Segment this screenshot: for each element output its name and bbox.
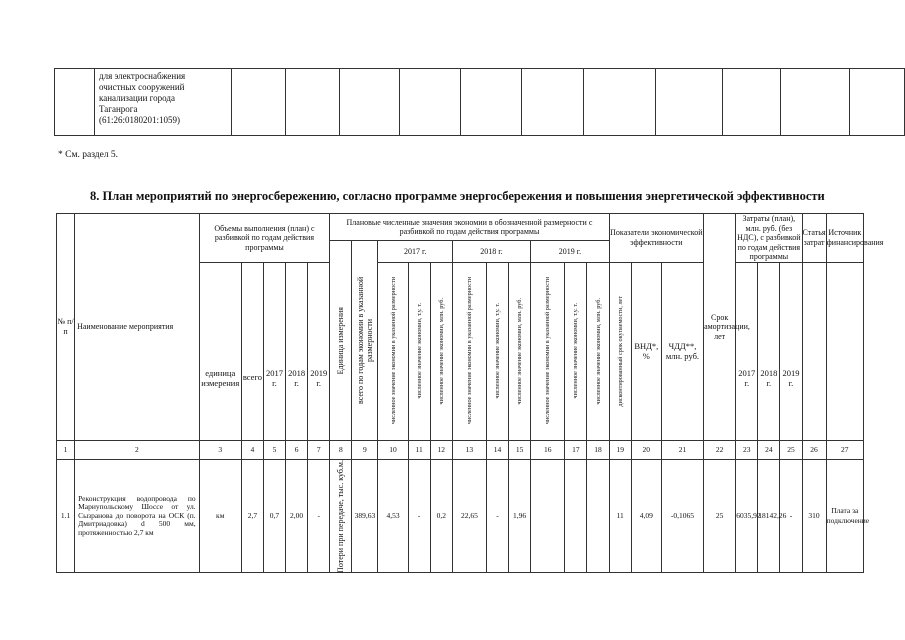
column-number: 7 — [308, 440, 330, 459]
row-cost-2017: 6035,92 — [736, 459, 758, 573]
header-total-saving: всего по годам экономии в указанной размерности — [352, 241, 378, 441]
row-vol-2018: 2,00 — [286, 459, 308, 573]
column-number: 25 — [780, 440, 802, 459]
row-vol-2019: - — [308, 459, 330, 573]
row-total: 2,7 — [241, 459, 263, 573]
fragment-cell — [400, 69, 461, 136]
previous-table-fragment — [54, 68, 905, 136]
column-number: 5 — [263, 440, 285, 459]
row-total-saving: 389,63 — [352, 459, 378, 573]
column-number: 9 — [352, 440, 378, 459]
header-2018-rub: численное значение экономии, млн. руб. — [509, 262, 531, 440]
column-number: 14 — [486, 440, 508, 459]
column-number: 18 — [587, 440, 609, 459]
header-unit-measure: единица измерения — [199, 262, 241, 440]
column-number: 13 — [452, 440, 486, 459]
header-2017-tut: численное значение экономии, т.у. т. — [408, 262, 430, 440]
column-numbers-row — [57, 440, 864, 459]
column-number: 4 — [241, 440, 263, 459]
row-2018-tut: - — [486, 459, 508, 573]
column-number: 2 — [75, 440, 200, 459]
row-cost-2018: 18142,26 — [758, 459, 780, 573]
fragment-cell — [781, 69, 850, 136]
header-costs: Затраты (план), млн. руб. (без НДС), с разбивкой по годам действия программы — [737, 214, 801, 261]
row-article: 310 — [802, 459, 826, 573]
footnote: * См. раздел 5. — [58, 150, 119, 160]
fragment-cell — [723, 69, 781, 136]
header-cost-2018: 2018 г. — [758, 262, 780, 440]
header-irr: ВНД*, % — [631, 262, 661, 440]
header-2018-num: численное значение экономии в указанной размерности — [452, 262, 486, 440]
column-number: 10 — [378, 440, 408, 459]
row-2017-num: 4,53 — [378, 459, 408, 573]
header-npv: ЧДД**, млн. руб. — [661, 262, 703, 440]
fragment-cell — [656, 69, 723, 136]
row-irr: 4,09 — [631, 459, 661, 573]
row-npv: -0,1065 — [661, 459, 703, 573]
column-number: 3 — [199, 440, 241, 459]
row-2018-rub: 1,96 — [509, 459, 531, 573]
column-number: 17 — [565, 440, 587, 459]
header-name: Наименование мероприятия — [75, 214, 200, 441]
header-indicators: Показатели экономической эффективности — [609, 214, 703, 263]
header-2019: 2019 г. — [531, 241, 609, 263]
header-total: всего — [241, 262, 263, 440]
column-number: 23 — [736, 440, 758, 459]
energy-saving-plan-table — [56, 213, 884, 573]
header-source: Источник финансирования — [826, 214, 863, 263]
header-no: № п/п — [57, 214, 75, 441]
fragment-cell — [850, 69, 905, 136]
column-number: 22 — [704, 440, 736, 459]
column-number: 24 — [758, 440, 780, 459]
fragment-cell — [522, 69, 584, 136]
header-2018: 2018 г. — [452, 241, 530, 263]
column-number: 21 — [661, 440, 703, 459]
row-2019-tut — [565, 459, 587, 573]
column-number: 27 — [826, 440, 863, 459]
header-2019-tut: численное значение экономии, т.у. т. — [565, 262, 587, 440]
header-2019-rub: численное значение экономии, млн. руб. — [587, 262, 609, 440]
header-cost-2017: 2017 г. — [736, 262, 758, 440]
header-vol-2017: 2017 г. — [263, 262, 285, 440]
column-number: 20 — [631, 440, 661, 459]
fragment-cell — [232, 69, 286, 136]
row-payback: 25 — [704, 459, 736, 573]
row-source: Плата за подключение — [826, 459, 863, 573]
header-2018-tut: численное значение экономии, т.у. т. — [486, 262, 508, 440]
column-number: 6 — [286, 440, 308, 459]
header-article-empty — [802, 262, 826, 440]
row-2018-num: 22,65 — [452, 459, 486, 573]
fragment-cell — [584, 69, 656, 136]
header-source-empty — [826, 262, 863, 440]
row-vol-2017: 0,7 — [263, 459, 285, 573]
row-unit-vertical: Потери при передаче, тыс. куб.м. — [330, 459, 352, 573]
header-unit-vertical: Единица измерения — [330, 241, 352, 441]
column-number: 26 — [802, 440, 826, 459]
row-2017-tut: - — [408, 459, 430, 573]
section-title: 8. План мероприятий по энергосбережению, согласно программе энергосбережения и повышения энергетической эффективности — [90, 189, 825, 203]
row-disc-payback: 11 — [609, 459, 631, 573]
fragment-cell — [340, 69, 400, 136]
row-2019-num — [531, 459, 565, 573]
column-number: 16 — [531, 440, 565, 459]
fragment-cell — [55, 69, 95, 136]
header-vol-2018: 2018 г. — [286, 262, 308, 440]
header-disc-payback: дисконтированный срок окупаемости, лет — [609, 262, 631, 440]
header-2017-num: численное значение экономии в указанной размерности — [378, 262, 408, 440]
row-2017-rub: 0,2 — [430, 459, 452, 573]
table-row — [57, 459, 864, 573]
header-2017-rub: численное значение экономии, млн. руб. — [430, 262, 452, 440]
column-number: 12 — [430, 440, 452, 459]
header-payback: Срок амортизации, лет — [704, 214, 736, 441]
header-article: Статья затрат — [802, 214, 826, 263]
column-number: 15 — [509, 440, 531, 459]
fragment-description: для электроснабжения очистных сооружений канализации города Таганрога (61:26:0180201:1059) — [95, 69, 232, 136]
row-2019-rub — [587, 459, 609, 573]
row-cost-2019: - — [780, 459, 802, 573]
header-planned-savings: Плановые численные значения экономии в обозначенной размерности с разбивкой по годам действия программы — [330, 214, 609, 241]
column-number: 1 — [57, 440, 75, 459]
header-2017: 2017 г. — [378, 241, 452, 263]
row-no: 1.1 — [57, 459, 75, 573]
header-2019-num: численное значение экономии в указанной размерности — [531, 262, 565, 440]
column-number: 11 — [408, 440, 430, 459]
header-vol-2019: 2019 г. — [308, 262, 330, 440]
row-name: Реконструкция водопровода по Мариупольскому Шоссе от ул. Сызранова до поворота на ОСК (п. Дмитриадовка) d 500 мм, протяженностью 2,7 км — [75, 459, 200, 573]
header-cost-2019: 2019 г. — [780, 262, 802, 440]
column-number: 8 — [330, 440, 352, 459]
column-number: 19 — [609, 440, 631, 459]
fragment-cell — [286, 69, 340, 136]
header-volumes: Объемы выполнения (план) с разбивкой по годам действия программы — [199, 214, 330, 263]
row-unit: км — [199, 459, 241, 573]
fragment-cell — [461, 69, 522, 136]
